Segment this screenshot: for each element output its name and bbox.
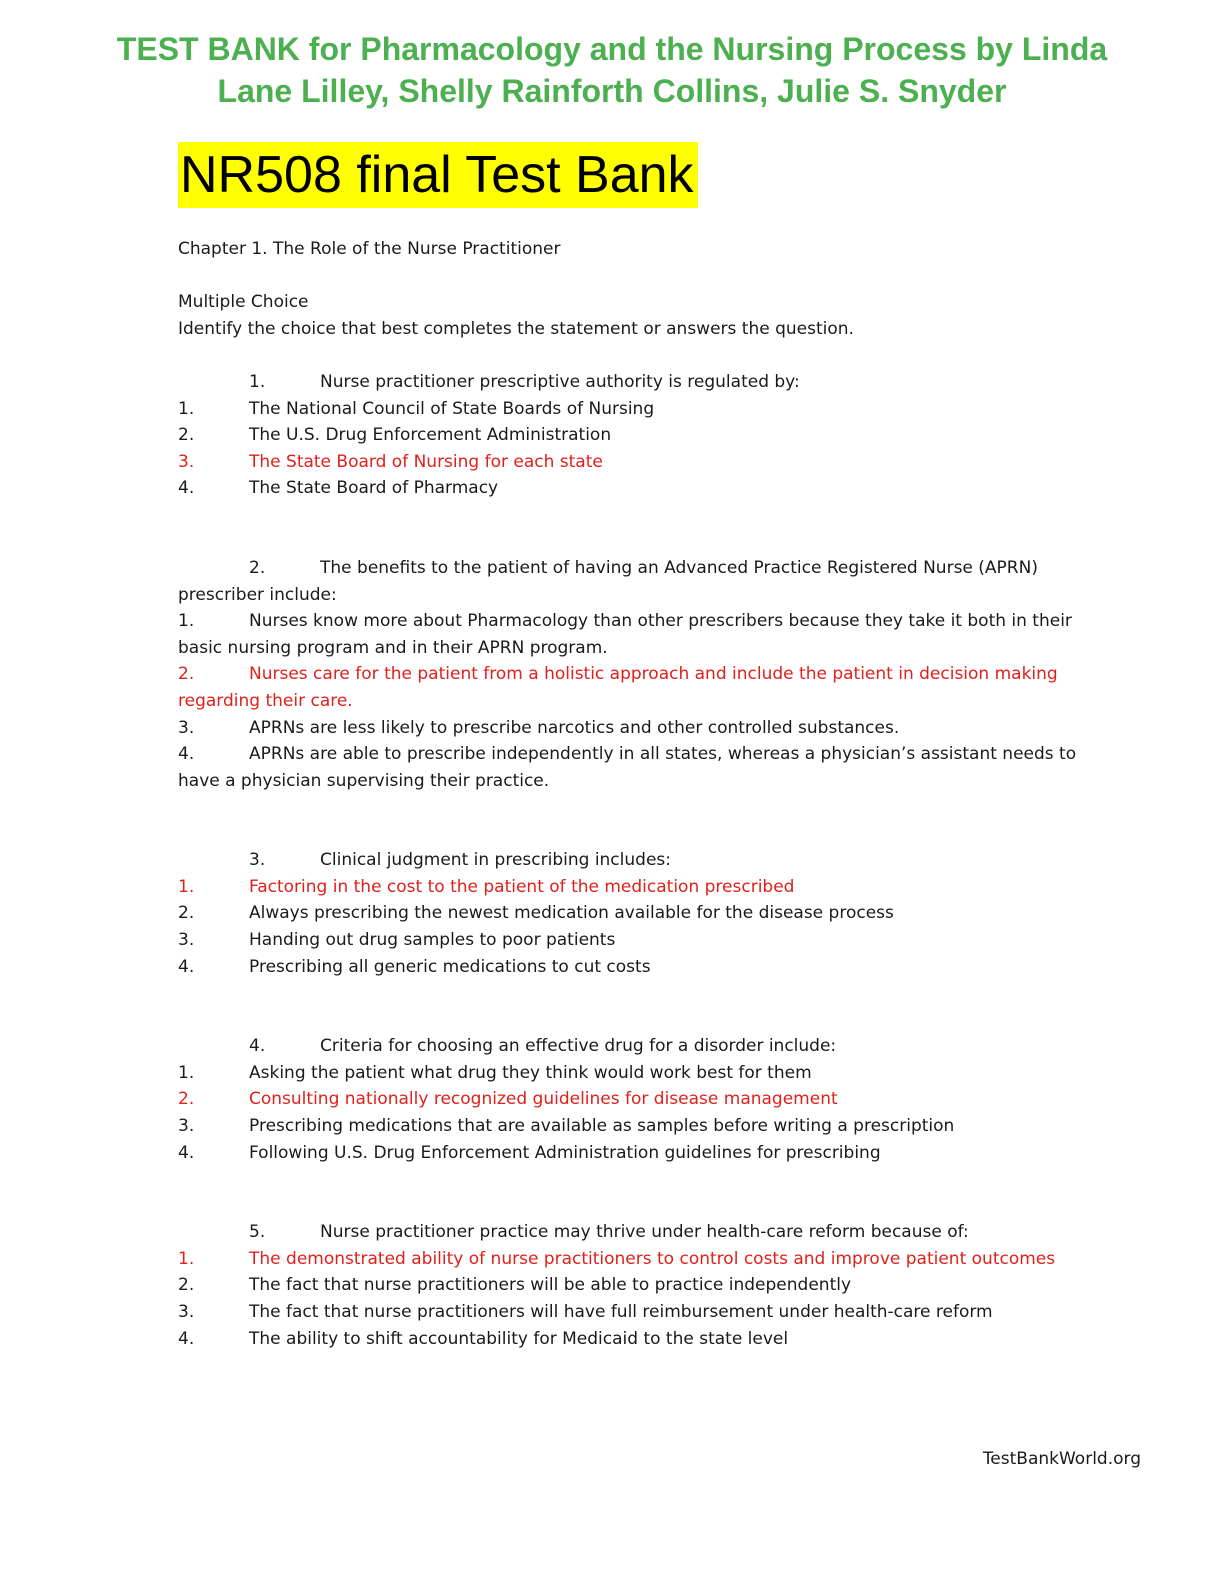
option-text: Prescribing all generic medications to cut costs xyxy=(249,956,651,977)
answer-option xyxy=(178,954,1118,981)
question-text: Nurse practitioner practice may thrive under health-care reform because of: xyxy=(320,1222,969,1243)
option-number: 2. xyxy=(178,664,195,685)
option-text: The fact that nurse practitioners will be able to practice independently xyxy=(249,1275,852,1296)
option-number: 1. xyxy=(178,398,195,419)
question-number: 2. xyxy=(249,557,266,578)
answer-option xyxy=(178,608,1118,661)
option-text: The State Board of Pharmacy xyxy=(249,478,499,499)
question-number: 4. xyxy=(249,1036,266,1057)
question-text: Clinical judgment in prescribing includes: xyxy=(320,850,671,871)
option-number: 1. xyxy=(178,1248,195,1269)
option-text: Nurses care for the patient from a holistic approach and include the patient in decision making regarding their care. xyxy=(178,664,1058,711)
question-stem xyxy=(178,847,1118,874)
correct-answer-option xyxy=(178,1246,1118,1273)
option-text: The State Board of Nursing for each state xyxy=(249,451,603,472)
option-number: 2. xyxy=(178,1275,195,1296)
option-number: 1. xyxy=(178,611,195,632)
document-title: NR508 final Test Bank xyxy=(178,142,698,208)
option-number: 3. xyxy=(178,717,195,738)
question-stem xyxy=(178,369,1118,396)
section-heading: Multiple Choice xyxy=(178,292,309,313)
question-stem xyxy=(178,1219,1118,1246)
option-text: The National Council of State Boards of Nursing xyxy=(249,398,655,419)
option-text: The ability to shift accountability for Medicaid to the state level xyxy=(249,1328,789,1349)
answer-option xyxy=(178,741,1118,794)
option-number: 1. xyxy=(178,1062,195,1083)
question-number: 3. xyxy=(249,850,266,871)
answer-option xyxy=(178,927,1118,954)
option-text: Consulting nationally recognized guidelines for disease management xyxy=(249,1089,838,1110)
instructions: Identify the choice that best completes the statement or answers the question. xyxy=(178,318,854,339)
answer-option xyxy=(178,900,1118,927)
question-4 xyxy=(178,1033,1118,1166)
answer-option xyxy=(178,1113,1118,1140)
option-number: 1. xyxy=(178,876,195,897)
question-number: 1. xyxy=(249,371,266,392)
question-text: The benefits to the patient of having an Advanced Practice Registered Nurse (APRN) prescriber include: xyxy=(178,557,1038,605)
question-1 xyxy=(178,369,1118,502)
correct-answer-option xyxy=(178,1086,1118,1113)
option-number: 2. xyxy=(178,425,195,446)
option-number: 3. xyxy=(178,451,195,472)
answer-option xyxy=(178,396,1118,423)
correct-answer-option xyxy=(178,874,1118,901)
answer-option xyxy=(178,1140,1118,1167)
answer-option xyxy=(178,422,1118,449)
question-number: 5. xyxy=(249,1222,266,1243)
answer-option xyxy=(178,1326,1118,1353)
option-text: APRNs are less likely to prescribe narcotics and other controlled substances. xyxy=(249,717,900,738)
option-number: 4. xyxy=(178,478,195,499)
option-text: The demonstrated ability of nurse practitioners to control costs and improve patient outcomes xyxy=(249,1248,1056,1269)
question-text: Criteria for choosing an effective drug for a disorder include: xyxy=(320,1036,837,1057)
question-text: Nurse practitioner prescriptive authority is regulated by: xyxy=(320,371,800,392)
banner-line-2: Lane Lilley, Shelly Rainforth Collins, Julie S. Snyder xyxy=(217,73,1007,109)
option-text: Asking the patient what drug they think would work best for them xyxy=(249,1062,812,1083)
answer-option xyxy=(178,1272,1118,1299)
option-number: 3. xyxy=(178,930,195,951)
question-2 xyxy=(178,555,1118,794)
footer-source: TestBankWorld.org xyxy=(982,1449,1141,1469)
answer-option xyxy=(178,1060,1118,1087)
banner-line-1: TEST BANK for Pharmacology and the Nursing Process by Linda xyxy=(116,31,1108,67)
option-number: 2. xyxy=(178,903,195,924)
option-number: 4. xyxy=(178,1142,195,1163)
question-3 xyxy=(178,847,1118,980)
chapter-heading: Chapter 1. The Role of the Nurse Practitioner xyxy=(178,239,561,259)
option-number: 4. xyxy=(178,1328,195,1349)
option-text: Always prescribing the newest medication available for the disease process xyxy=(249,903,894,924)
option-number: 2. xyxy=(178,1089,195,1110)
option-text: The U.S. Drug Enforcement Administration xyxy=(249,425,612,446)
option-number: 4. xyxy=(178,744,195,765)
option-text: The fact that nurse practitioners will have full reimbursement under health-care reform xyxy=(249,1302,993,1322)
correct-answer-option xyxy=(178,449,1118,476)
option-text: Nurses know more about Pharmacology than other prescribers because they take it both in their basic nursing program and in their APRN program. xyxy=(178,611,1072,658)
correct-answer-option xyxy=(178,661,1118,714)
answer-option xyxy=(178,1299,1118,1326)
option-text: Factoring in the cost to the patient of the medication prescribed xyxy=(249,876,795,897)
document-body xyxy=(178,236,1118,1405)
option-text: Handing out drug samples to poor patients xyxy=(249,930,616,951)
question-stem xyxy=(178,1033,1118,1060)
document-banner xyxy=(0,28,1224,112)
option-number: 3. xyxy=(178,1116,195,1137)
option-number: 3. xyxy=(178,1302,195,1322)
option-text: APRNs are able to prescribe independently in all states, whereas a physician’s assistant needs to have a physician supervising their practice. xyxy=(178,744,1077,791)
question-5 xyxy=(178,1219,1118,1352)
option-number: 4. xyxy=(178,956,195,977)
option-text: Following U.S. Drug Enforcement Administration guidelines for prescribing xyxy=(249,1142,881,1163)
answer-option xyxy=(178,715,1118,742)
option-text: Prescribing medications that are available as samples before writing a prescription xyxy=(249,1116,955,1137)
answer-option xyxy=(178,475,1118,502)
question-stem xyxy=(178,555,1118,608)
